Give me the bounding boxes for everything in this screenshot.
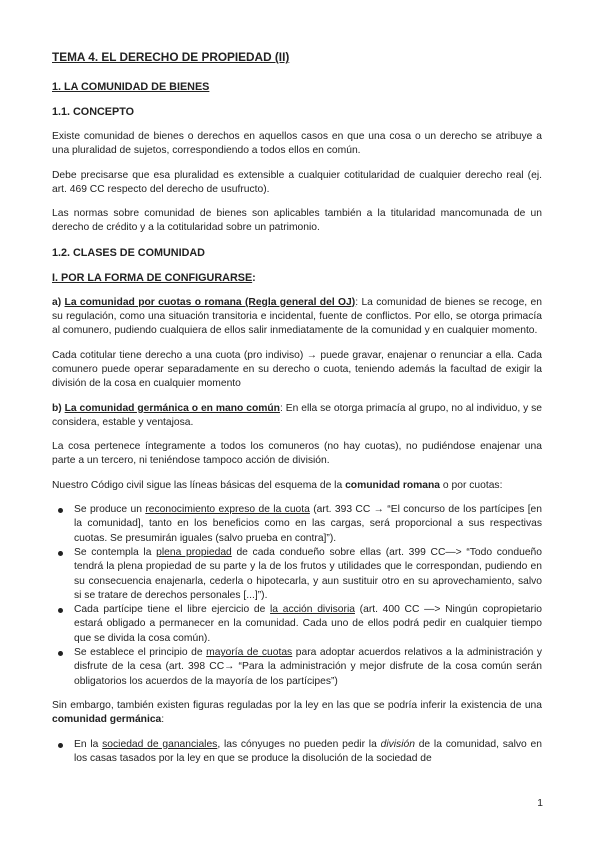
section-heading-1-1: 1.1. CONCEPTO [52, 106, 134, 118]
paragraph-germanica-detail: La cosa pertenece íntegramente a todos los comuneros (no hay cuotas), no pudiéndose enajenar una parte a un tercero, ni teniéndose tampoco acción de división. [52, 441, 542, 467]
section-heading-1-2: 1.2. CLASES DE COMUNIDAD [52, 246, 205, 259]
paragraph-cuota: Cada cotitular tiene derecho a una cuota (pro indiviso) → puede gravar, enajenar o renunciar a ella. Cada comunero puede operar separadamente en su derecho o cuota, teniendo además la facultad de exigir la división de la cosa en cualquier momento [52, 349, 542, 390]
bullet-list-germanica [52, 738, 542, 767]
section-heading-1: 1. LA COMUNIDAD DE BIENES [52, 81, 210, 93]
list-item: Se produce un reconocimiento expreso de la cuota (art. 393 CC → “El concurso de los partícipes [en la comunidad], tanto en los beneficios como en las cargas, será proporcional a sus respectivas cuotas. Se presumirán iguales (salvo prueba en contra]”). [52, 503, 542, 546]
bullet-icon [58, 651, 63, 656]
paragraph-concepto-1: Existe comunidad de bienes o derechos en aquellos casos en que una cosa o un derecho se atribuye a una pluralidad de sujetos, correspondiendo a todos ellos en común. [52, 131, 542, 157]
list-item: Cada partícipe tiene el libre ejercicio de la acción divisoria (art. 400 CC —> Ningún copropietario estará obligado a permanecer en la comunidad. Cada uno de ellos podrá pedir en cualquier tiempo que se divida la cosa común). [52, 603, 542, 646]
paragraph-comunidad-germanica: b) La comunidad germánica o en mano común: En ella se otorga primacía al grupo, no al individuo, y se considera, estable y ventajosa. [52, 402, 542, 428]
list-item: En la sociedad de gananciales, las cónyuges no pueden pedir la división de la comunidad, salvo en los casas tasados por la ley en que se produce la disolución de la sociedad de [52, 738, 542, 767]
paragraph-concepto-2: Debe precisarse que esa pluralidad es extensible a cualquier cotitularidad de cualquier derecho real (ej. art. 469 CC respecto del derecho de usufructo). [52, 169, 542, 195]
page-number: 1 [537, 798, 543, 809]
subheading-forma: I. POR LA FORMA DE CONFIGURARSE: [52, 271, 256, 284]
bullet-icon [58, 508, 63, 513]
document-title: TEMA 4. EL DERECHO DE PROPIEDAD (II) [52, 50, 290, 64]
bullet-icon [58, 608, 63, 613]
list-item: Se contempla la plena propiedad de cada condueño sobre ellas (art. 399 CC—> “Todo condueño tendrá la plena propiedad de su parte y la de los frutos y utilidades que le correspondan, pudiendo en su consecuencia enajenarla, cederla o hipotecarla, y aun sustituir otro en su aprovechamiento, salvo si se tratare de derechos personales [...]”). [52, 546, 542, 603]
document-page [52, 50, 542, 776]
paragraph-concepto-3: Las normas sobre comunidad de bienes son aplicables también a la titularidad mancomunada de un derecho de crédito y a la cotitularidad sobre un patrimonio. [52, 208, 542, 234]
bullet-list-romana [52, 503, 542, 689]
paragraph-comunidad-romana: a) La comunidad por cuotas o romana (Regla general del OJ): La comunidad de bienes se recoge, en su regulación, como una situación transitoria e incidental, fuente de conflictos. Por ello, se otorga primacía al comunero, pudiendo cualquiera de ellos salir inmediatamente de la comunidad y en cualquier momento. [52, 296, 542, 337]
list-item: Se establece el principio de mayoría de cuotas para adoptar acuerdos relativos a la administración y disfrute de la cesa (art. 398 CC→ “Para la administración y mejor disfrute de la cosa común serán obligatorios los acuerdos de la mayoría de los partícipes”) [52, 646, 542, 689]
paragraph-codigo-civil: Nuestro Código civil sigue las líneas básicas del esquema de la comunidad romana o por cuotas: [52, 479, 503, 491]
bullet-icon [58, 743, 63, 748]
bullet-icon [58, 551, 63, 556]
paragraph-sin-embargo: Sin embargo, también existen figuras reguladas por la ley en las que se podría inferir la existencia de una comunidad germánica: [52, 699, 542, 726]
